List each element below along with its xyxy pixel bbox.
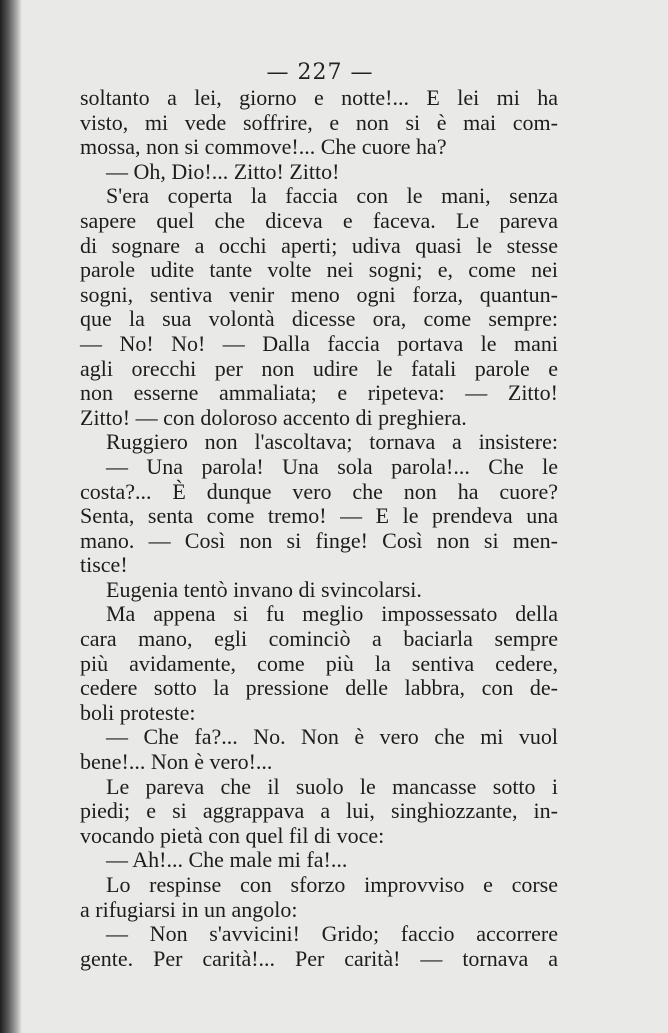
text-line: — Ah!... Che male mi fa!...: [106, 847, 348, 873]
text-line: S'era coperta la faccia con le mani, senza: [106, 183, 558, 209]
text-line: — Una parola! Una sola parola!... Che le: [106, 453, 558, 479]
text-line: Senta, senta come tremo! — E le prendeva una: [80, 503, 558, 529]
text-line: mano. — Così non si finge! Così non si men-: [80, 527, 558, 553]
text-line: mossa, non si commove!... Che cuore ha?: [80, 134, 447, 160]
text-line: Ruggiero non l'ascoltava; tornava a insistere:: [106, 429, 558, 455]
text-line: boli proteste:: [80, 699, 196, 725]
text-line: cedere sotto la pressione delle labbra, con de-: [80, 675, 558, 701]
text-line: sogni, sentiva venir meno ogni forza, quantun-: [80, 281, 558, 307]
text-line: non esserne ammaliata; e ripeteva: — Zitto!: [80, 380, 558, 406]
text-line: soltanto a lei, giorno e notte!... E lei mi ha: [80, 85, 558, 110]
text-line: vocando pietà con quel fil di voce:: [80, 822, 385, 848]
text-line: Ma appena si fu meglio impossessato della: [106, 601, 558, 627]
text-line: Zitto! — con doloroso accento di preghiera.: [80, 404, 467, 430]
text-line: — Oh, Dio!... Zitto! Zitto!: [106, 158, 340, 184]
text-line: piedi; e si aggrappava a lui, singhiozzante, in-: [80, 798, 558, 824]
text-line: parole udite tante volte nei sogni; e, come nei: [80, 257, 558, 283]
text-line: Eugenia tentò invano di svincolarsi.: [106, 576, 422, 602]
text-line: bene!... Non è vero!...: [80, 749, 273, 775]
text-line: que la sua volontà dicesse ora, come sempre:: [80, 306, 558, 332]
text-line: cara mano, egli cominciò a baciarla sempre: [80, 626, 558, 652]
text-line: — No! No! — Dalla faccia portava le mani: [80, 330, 558, 356]
text-line: Lo respinse con sforzo improvviso e corse: [106, 872, 558, 897]
text-line: agli orecchi per non udire le fatali parole e: [80, 355, 558, 381]
text-line: Le pareva che il suolo le mancasse sotto i: [106, 773, 558, 799]
text-line: sapere quel che diceva e faceva. Le pareva: [80, 207, 558, 233]
text-line: di sognare a occhi aperti; udiva quasi le stesse: [80, 232, 558, 258]
text-line: visto, mi vede soffrire, e non si è mai com-: [80, 109, 558, 135]
page-body-text: [80, 86, 558, 971]
text-line: tisce!: [80, 552, 128, 578]
text-line: a rifugiarsi in un angolo:: [80, 896, 298, 922]
text-line: gente. Per carità!... Per carità! — tornava a: [80, 945, 558, 971]
text-line: — Non s'avvicini! Grido; faccio accorrere: [106, 921, 558, 947]
text-line: costa?... È dunque vero che non ha cuore?: [80, 478, 558, 504]
page-number: — 227 —: [266, 60, 374, 85]
page-spine-shadow: [0, 0, 22, 1033]
text-line: — Che fa?... No. Non è vero che mi vuol: [106, 724, 558, 750]
text-line: più avidamente, come più la sentiva cedere,: [80, 650, 558, 676]
